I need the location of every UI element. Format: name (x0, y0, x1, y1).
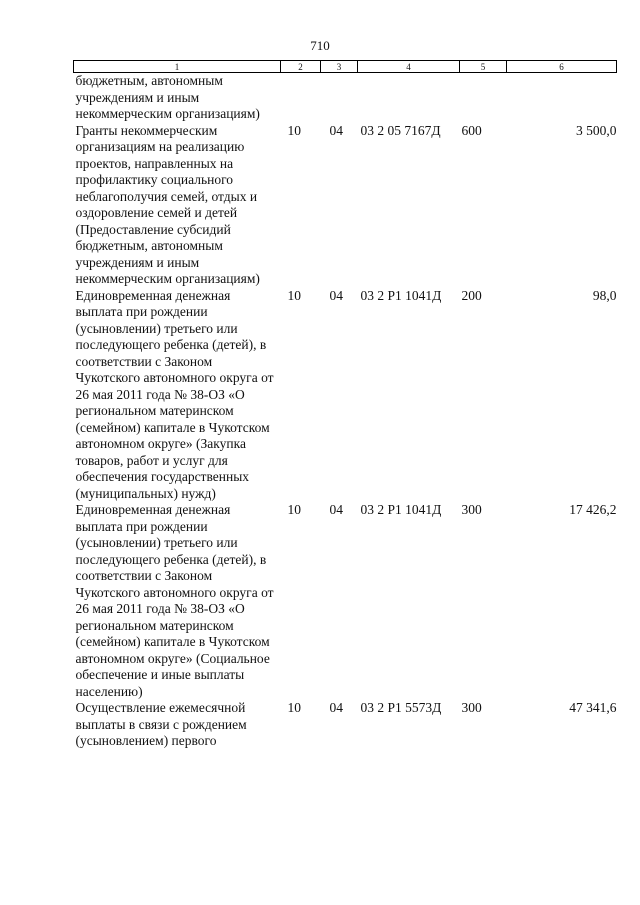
header-col-1: 1 (74, 61, 281, 73)
row-name: бюджетным, автономным учреждениям и иным некоммерческим организациям) (75, 73, 260, 121)
row-subsection: 04 (329, 287, 343, 303)
row-target-code (358, 73, 460, 123)
row-target-code: 03 2 P1 1041Д (360, 502, 442, 517)
row-section: 10 (287, 122, 301, 138)
row-amount: 98,0 (592, 287, 617, 303)
header-col-3: 3 (321, 61, 358, 73)
row-amount: 17 426,2 (569, 502, 617, 517)
row-subsection: 04 (329, 502, 343, 517)
row-subsection: 04 (329, 122, 343, 138)
row-name: Единовременная денежная выплата при рождении (усыновлении) третьего или последующего ребенка (детей), в соответствии с Законом Чукотского автономного округа от 26 мая 2011 года № 38-ОЗ «О региональном материнском (семейном) капитале в Чукотском автономном округе» (Социальное обеспечение и иные выплаты населению) (75, 502, 274, 699)
table-header-row (74, 61, 617, 73)
row-amount (507, 73, 617, 123)
row-name: Осуществление ежемесячной выплаты в связи с рождением (усыновлением) первого (75, 700, 247, 748)
row-target-code: 03 2 05 7167Д (360, 122, 441, 138)
header-col-2: 2 (281, 61, 321, 73)
row-name: Единовременная денежная выплата при рождении (усыновлении) третьего или последующего ребенка (детей), в соответствии с Законом Чукотского автономного округа от 26 мая 2011 года № 38-ОЗ «О региональном материнском (семейном) капитале в Чукотском автономном округе» (Закупка товаров, работ и услуг для обеспечения государственных (муниципальных) нужд) (75, 287, 274, 501)
table-row (74, 123, 617, 288)
row-expense-type: 600 (461, 122, 482, 138)
row-subsection: 04 (329, 700, 343, 715)
table-row (74, 73, 617, 123)
row-target-code: 03 2 P1 5573Д (360, 700, 442, 715)
header-col-6: 6 (507, 61, 617, 73)
budget-table (73, 60, 617, 750)
row-section (281, 73, 321, 123)
row-expense-type: 300 (461, 502, 482, 517)
row-amount: 3 500,0 (576, 122, 617, 138)
row-target-code: 03 2 P1 1041Д (360, 287, 442, 303)
table-row (74, 502, 617, 700)
header-col-4: 4 (358, 61, 460, 73)
row-expense-type: 300 (461, 700, 482, 715)
row-subsection (321, 73, 358, 123)
row-section: 10 (287, 287, 301, 303)
row-expense-type (460, 73, 507, 123)
row-expense-type: 200 (461, 287, 482, 303)
row-amount: 47 341,6 (569, 700, 617, 715)
table-row (74, 700, 617, 750)
row-section: 10 (287, 502, 301, 517)
header-col-5: 5 (460, 61, 507, 73)
row-name: Гранты некоммерческим организациям на реализацию проектов, направленных на профилактику социального неблагополучия семей, отдых и оздоровление семей и детей (Предоставление субсидий бюджетным, автономным учреждениям и иным некоммерческим организациям) (75, 122, 260, 286)
table-row (74, 288, 617, 503)
row-section: 10 (287, 700, 301, 715)
page-number: 710 (310, 38, 330, 53)
